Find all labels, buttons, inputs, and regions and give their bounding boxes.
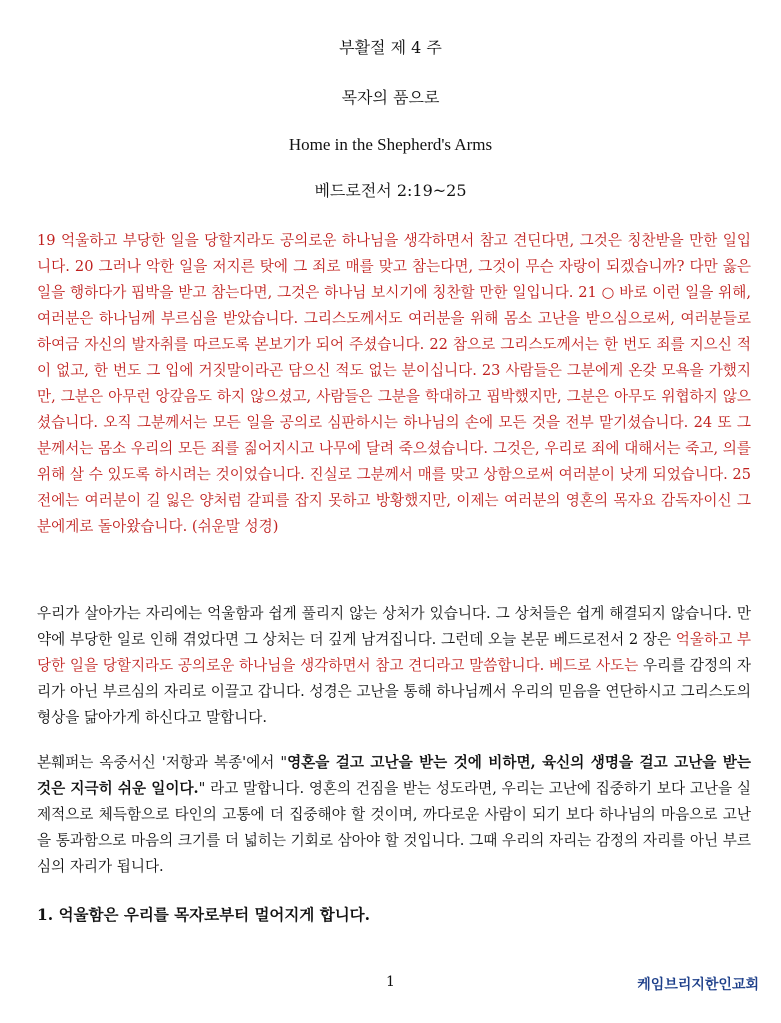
sermon-title-english: Home in the Shepherd's Arms — [288, 135, 493, 154]
week-label: 부활절 제 4 주 — [339, 38, 442, 57]
paragraph-1-text-b: 우리를 감정의 자리가 아닌 부르심의 자리로 이끌고 갑니다. 성경은 고난을 통해 하나님께서 우리의 믿음을 연단하시고 그리스도의 형상을 닮아가게 하신다고 말합니다. — [37, 657, 751, 726]
paragraph-2-text-b: " 라고 말합니다. 영혼의 건짐을 받는 성도라면, 우리는 고난에 집중하기 보다 고난을 실제적으로 체득함으로 타인의 고통에 더 집중해야 할 것이며, 까다로운 사람이 되기 보다 하나님의 마음으로 고난을 통과함으로 마음의 크기를 더 넓히는 기회로 삼아야 할 것입니다. 그때 우리의 자리는 감정의 자리를 아닌 부르심의 자리가 됩니다. — [37, 780, 751, 875]
scripture-passage: 19 억울하고 부당한 일을 당할지라도 공의로운 하나님을 생각하면서 참고 견딘다면, 그것은 칭찬받을 만한 일입니다. 20 그러나 악한 일을 저지른 탓에 그 죄로 매를 맞고 참는다면, 그것이 무슨 자랑이 되겠습니까? 다만 옳은 일을 행하다가 핍박을 받고 참는다면, 그것은 하나님 보시기에 칭찬할 만한 일입니다. 21 ○ 바로 이런 일을 위해, 여러분은 하나님께 부르심을 받았습니다. 그리스도께서도 여러분을 위해 몸소 고난을 받으심으로써, 여러분들로 하여금 자신의 발자취를 따르도록 본보기가 되어 주셨습니다. 22 참으로 그리스도께서는 한 번도 죄를 지으신 적이 없고, 한 번도 그 입에 거짓말이라곤 담으신 적도 없는 분이십니다. 23 사람들은 그분에게 온갖 모욕을 가했지만, 그분은 아무런 앙갚음도 하지 않으셨고, 사람들은 그분을 학대하고 핍박했지만, 그분은 아무도 위협하지 않으셨습니다. 오직 그분께서는 모든 일을 공의로 심판하시는 하나님의 손에 모든 것을 전부 맡기셨습니다. 24 또 그분께서는 몸소 우리의 모든 죄를 짊어지시고 나무에 달려 죽으셨습니다. 그것은, 우리로 죄에 대해서는 죽고, 의를 위해 살 수 있도록 하시려는 것이었습니다. 진실로 그분께서 매를 맞고 상함으로써 여러분이 낫게 되었습니다. 25 전에는 여러분이 길 잃은 양처럼 갈피를 잡지 못하고 방황했지만, 이제는 여러분의 영혼의 목자요 감독자이신 그분에게로 돌아왔습니다. (쉬운말 성경) — [37, 232, 751, 535]
body-paragraph-1 — [37, 601, 751, 731]
body-paragraph-2 — [37, 750, 751, 880]
paragraph-1-text-a: 우리가 살아가는 자리에는 억울함과 쉽게 풀리지 않는 상처가 있습니다. 그 상처들은 쉽게 해결되지 않습니다. 만약에 부당한 일로 인해 겪었다면 그 상처는 더 깊게 남겨집니다. 그런데 오늘 본문 베드로전서 2 장은 — [37, 605, 751, 648]
section-heading: 1. 억울함은 우리를 목자로부터 멀어지게 합니다. — [37, 905, 371, 924]
paragraph-2-text-a: 본훼퍼는 옥중서신 '저항과 복종'에서 " — [37, 754, 288, 771]
bonhoeffer-quote: 영혼을 걸고 고난을 받는 것에 비하면, 육신의 생명을 걸고 고난을 받는 것은 지극히 쉬운 일이다. — [37, 754, 751, 797]
sermon-title-korean: 목자의 품으로 — [341, 88, 440, 107]
church-name: 케임브리지한인교회 — [637, 977, 759, 993]
scripture-reference: 베드로전서 2:19~25 — [314, 181, 467, 200]
paragraph-1-highlight: 억울하고 부당한 일을 당할지라도 공의로운 하나님을 생각하면서 참고 견디라고 말씀합니다. 베드로 사도는 — [37, 631, 751, 674]
page-number: 1 — [386, 974, 395, 990]
